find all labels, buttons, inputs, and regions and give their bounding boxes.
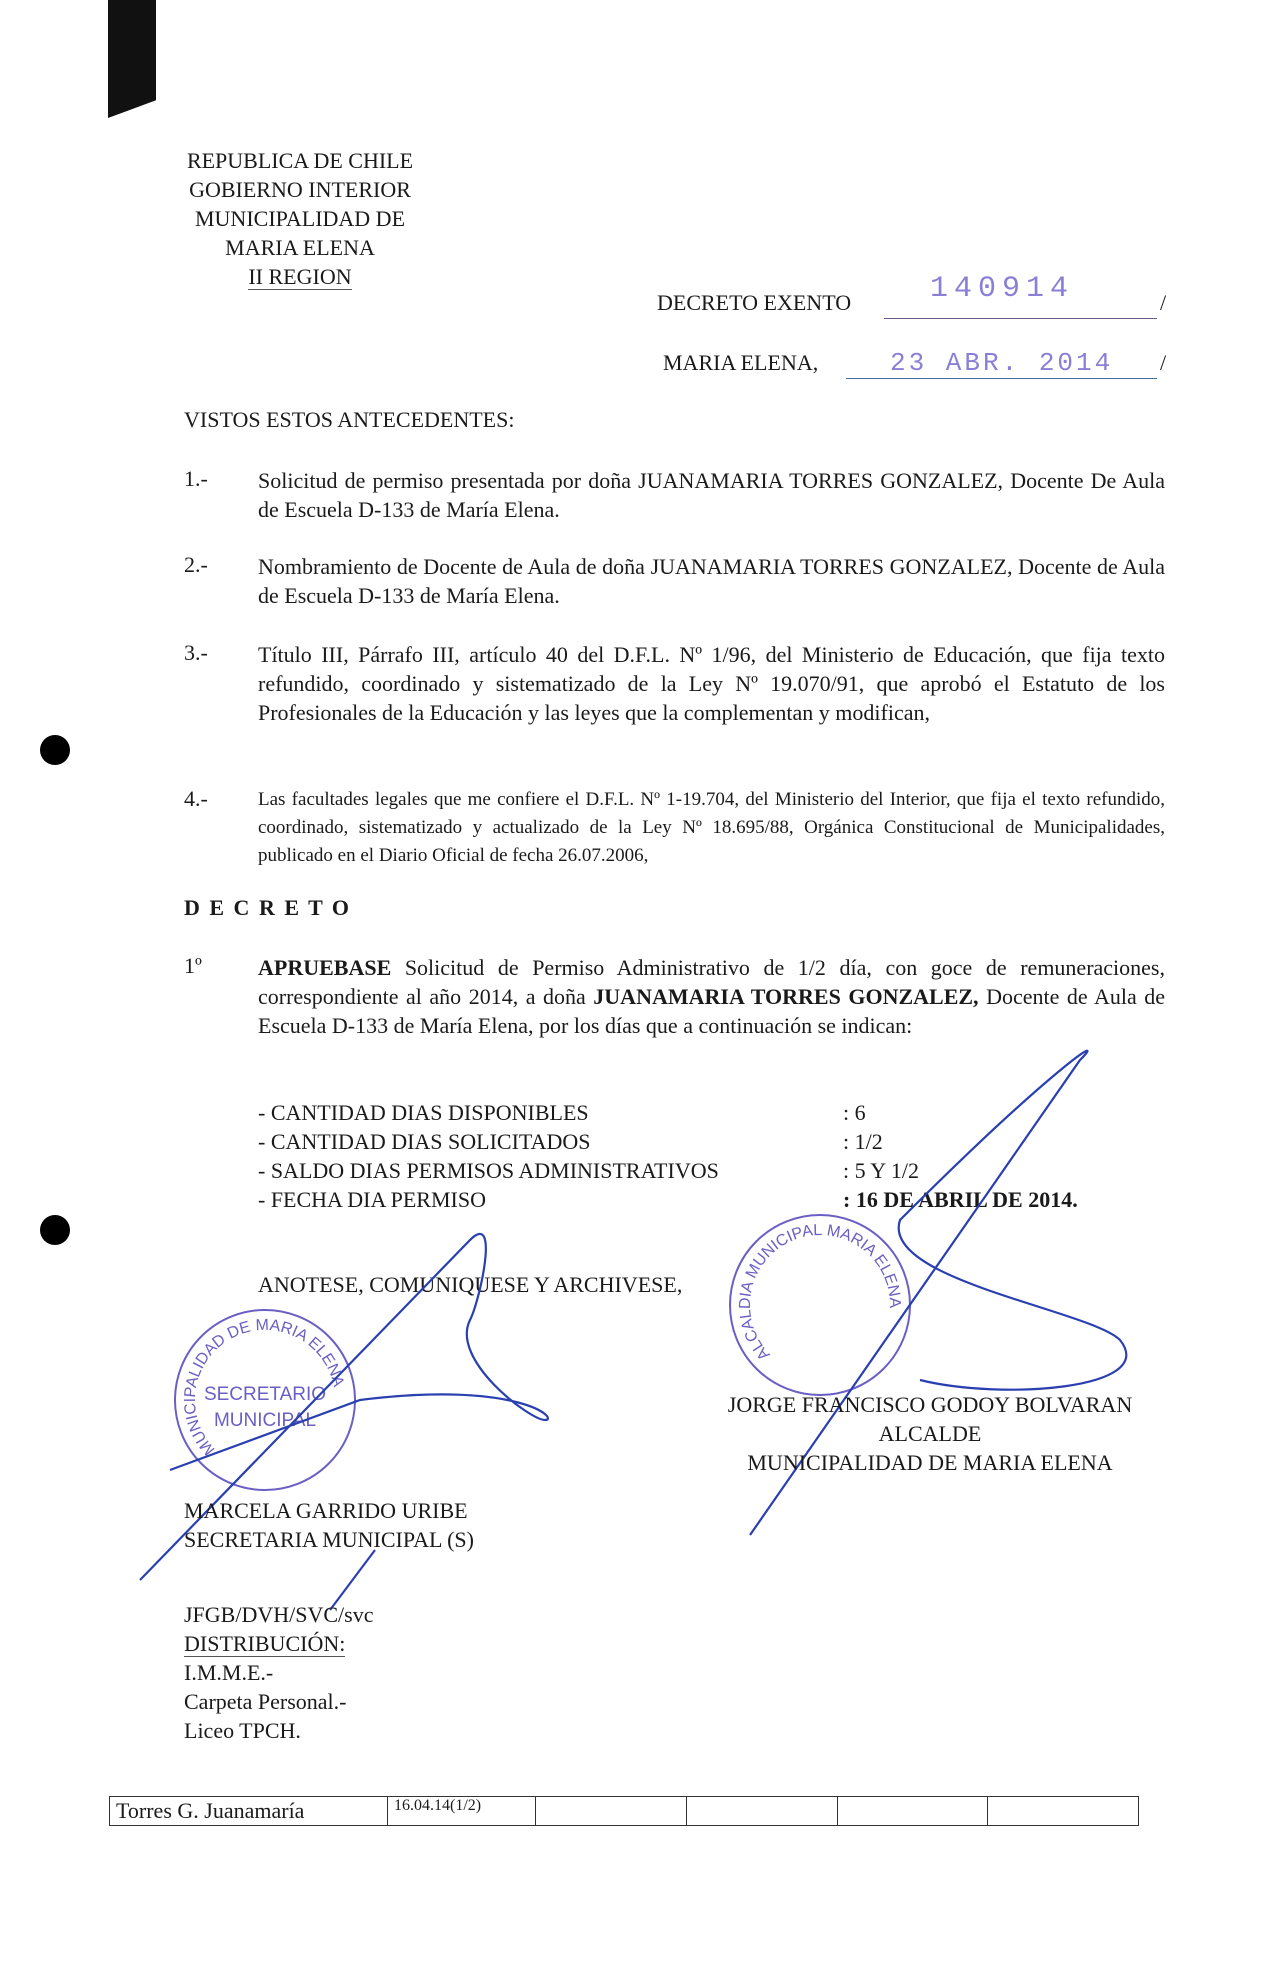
table-cell: 16.04.14(1/2) — [388, 1797, 536, 1826]
distribution-item: Carpeta Personal.- — [184, 1689, 347, 1714]
table-cell — [837, 1797, 988, 1826]
detail-value: : 16 DE ABRIL DE 2014. — [843, 1187, 1078, 1212]
signer-title: ALCALDE — [878, 1421, 982, 1446]
slash: / — [1160, 350, 1167, 375]
closing-text: ANOTESE, COMUNIQUESE Y ARCHIVESE, — [258, 1272, 683, 1297]
table-cell — [536, 1797, 687, 1826]
header-line: REPUBLICA DE CHILE — [186, 148, 414, 173]
secretary-stamp — [175, 1310, 355, 1490]
stamp-ring-text: MUNICIPALIDAD DE MARIA ELENA — [181, 1316, 347, 1459]
mayor-signature-block — [690, 1390, 1170, 1477]
item-number: 4.- — [184, 786, 208, 811]
detail-label: - FECHA DIA PERMISO — [258, 1187, 486, 1212]
item-number: 3.- — [184, 640, 208, 665]
secretary-signature-block — [184, 1496, 474, 1554]
bold-text: JUANAMARIA TORRES GONZALEZ, — [593, 984, 979, 1009]
header-line: MARIA ELENA — [225, 235, 375, 260]
detail-label: - SALDO DIAS PERMISOS ADMINISTRATIVOS — [258, 1158, 719, 1183]
detail-value: : 5 Y 1/2 — [843, 1158, 919, 1183]
bold-text: APRUEBASE — [258, 955, 392, 980]
item-number: 1º — [184, 953, 202, 978]
detail-value: : 6 — [843, 1100, 866, 1125]
stamp-text: MUNICIPAL — [213, 1410, 317, 1431]
detail-label: - CANTIDAD DIAS DISPONIBLES — [258, 1100, 589, 1125]
vistos-item: Las facultades legales que me confiere el D.F.L. Nº 1-19.704, del Ministerio del Interior, que fija el texto refundido, coordinado, sistematizado y actualizado de la Ley Nº 18.695/88, Orgánica Constitucional de Municipalidades, publicado en el Diario Oficial de fecha 26.07.2006, — [258, 789, 1165, 866]
text: Docente de Aula de Escuela D-133 de María Elena, por los días que a continuación se indican: — [258, 984, 1166, 1038]
stamp-text: SECRETARIO — [203, 1384, 327, 1405]
vistos-title: VISTOS ESTOS ANTECEDENTES: — [184, 407, 515, 432]
table-cell: Torres G. Juanamaría — [110, 1797, 388, 1826]
slash: / — [1160, 290, 1167, 315]
header-line: II REGION — [248, 264, 352, 289]
svg-text:ALCALDIA MUNICIPAL MARIA ELENA — [737, 1222, 903, 1363]
detail-label: - CANTIDAD DIAS SOLICITADOS — [258, 1129, 591, 1154]
distribution-block — [184, 1600, 373, 1745]
record-table — [109, 1796, 1139, 1826]
vistos-item: Nombramiento de Docente de Aula de doña JUANAMARIA TORRES GONZALEZ, Docente de Aula de Escuela D-133 de María Elena. — [258, 554, 1165, 608]
distribution-item: I.M.M.E.- — [184, 1660, 274, 1685]
signer-title: SECRETARIA MUNICIPAL (S) — [184, 1527, 474, 1552]
text: Solicitud de Permiso Administrativo de 1/2 día, con goce de remuneraciones, correspondiente al año 2014, a doña — [258, 955, 1165, 1009]
table-row — [110, 1797, 1139, 1826]
decree-number-label: DECRETO EXENTO — [657, 290, 852, 315]
item-number: 1.- — [184, 466, 208, 491]
decreto-title: D E C R E T O — [184, 895, 352, 920]
table-cell — [988, 1797, 1139, 1826]
stamp-ring-text: ALCALDIA MUNICIPAL MARIA ELENA — [736, 1221, 904, 1364]
mayor-stamp — [730, 1215, 910, 1395]
signer-name: MARCELA GARRIDO URIBE — [184, 1498, 468, 1523]
signer-name: JORGE FRANCISCO GODOY BOLVARAN — [727, 1392, 1133, 1417]
decree-number-stamp: 140914 — [930, 272, 1075, 306]
item-number: 2.- — [184, 552, 208, 577]
vistos-item: Solicitud de permiso presentada por doña JUANAMARIA TORRES GONZALEZ, Docente De Aula de Escuela D-133 de María Elena. — [258, 468, 1165, 522]
distribution-title: DISTRIBUCIÓN: — [184, 1631, 346, 1656]
header-line: MUNICIPALIDAD DE — [194, 206, 406, 231]
date-stamp: 23 ABR. 2014 — [890, 348, 1114, 378]
signer-org: MUNICIPALIDAD DE MARIA ELENA — [747, 1450, 1113, 1475]
place-label: MARIA ELENA, — [663, 350, 819, 375]
distribution-item: Liceo TPCH. — [184, 1718, 301, 1743]
table-cell — [686, 1797, 837, 1826]
vistos-item: Título III, Párrafo III, artículo 40 del D.F.L. Nº 1/96, del Ministerio de Educación, que fija texto refundido, coordinado y sistematizado de la Ley Nº 19.070/91, que aprobó el Estatuto de los Profesionales de la Educación y las leyes que la complementan y modifican, — [258, 642, 1165, 725]
initials: JFGB/DVH/SVC/svc — [184, 1602, 374, 1627]
detail-value: : 1/2 — [843, 1129, 883, 1154]
header-line: GOBIERNO INTERIOR — [189, 177, 411, 202]
